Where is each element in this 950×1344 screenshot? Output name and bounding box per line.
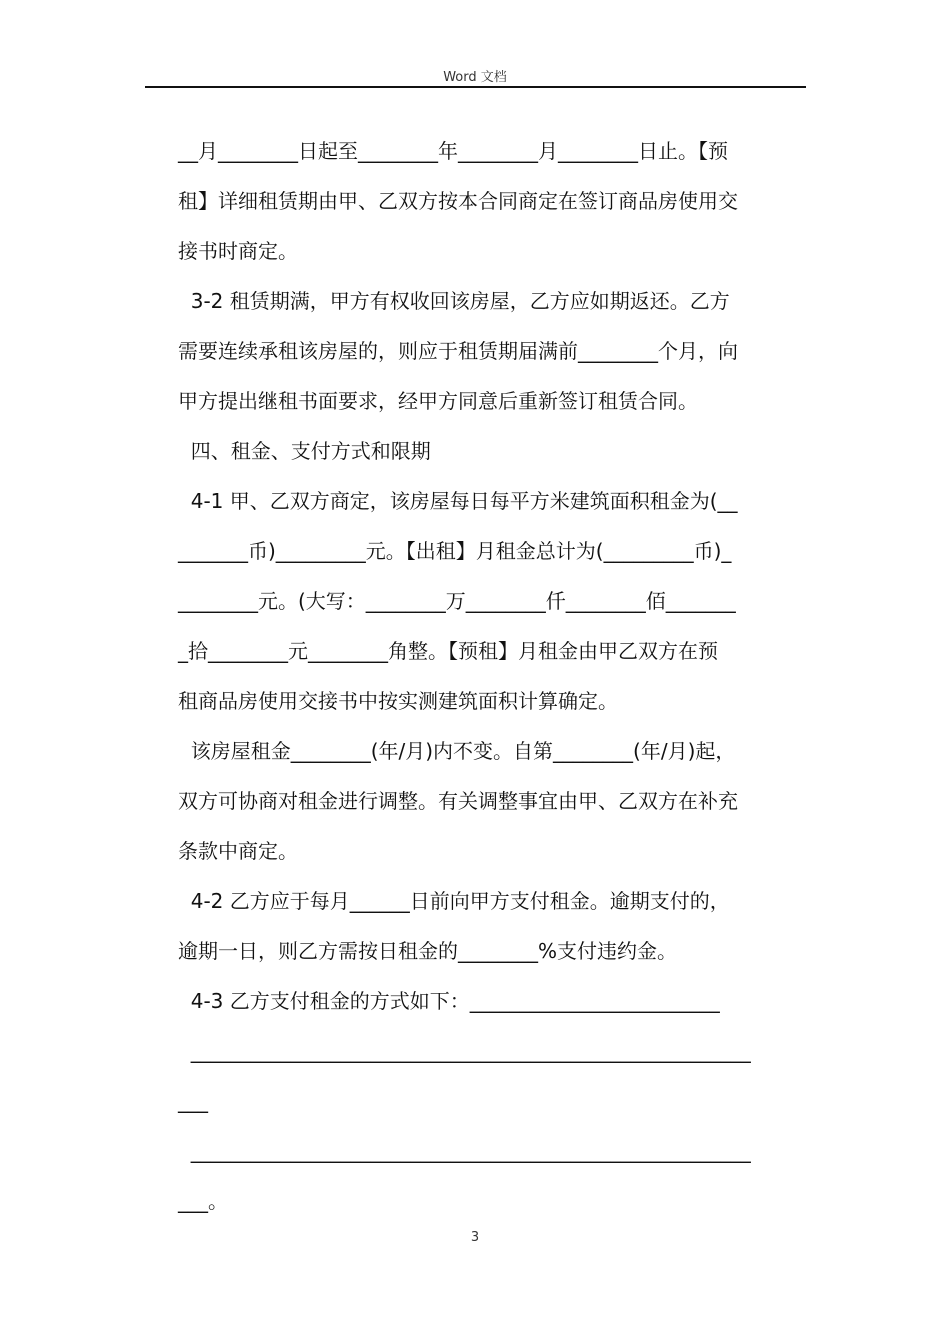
blank-fill-line: ___。 <box>178 1189 228 1213</box>
text-line: _拾________元________角整。【预租】月租金由甲乙双方在预 <box>178 639 718 663</box>
text-line: 需要连续承租该房屋的，则应于租赁期届满前________个月，向 <box>178 339 738 363</box>
text-line: 4-3 乙方支付租金的方式如下：_________________________ <box>178 989 720 1013</box>
header-divider <box>145 86 806 88</box>
text-line: 4-2 乙方应于每月______日前向甲方支付租金。逾期支付的， <box>178 889 730 913</box>
page-header-title: Word 文档 <box>443 70 507 85</box>
text-line: 租商品房使用交接书中按实测建筑面积计算确定。 <box>178 689 618 713</box>
document-body <box>178 126 806 1226</box>
blank-fill-line: ________________________________________________________ <box>178 1139 751 1163</box>
blank-fill-line: ________________________________________________________ <box>178 1039 751 1063</box>
page-number: 3 <box>470 1230 480 1245</box>
text-line: 该房屋租金________(年/月)内不变。自第________(年/月)起， <box>178 739 736 763</box>
text-line: ________元。(大写：________万________仟________佰_______ <box>178 589 736 613</box>
blank-fill-line: ___ <box>178 1089 208 1113</box>
text-line: 3-2 租赁期满，甲方有权收回该房屋，乙方应如期返还。乙方 <box>178 289 730 313</box>
text-line: 4-1 甲、乙双方商定，该房屋每日每平方米建筑面积租金为(__ <box>178 489 738 513</box>
text-line: 逾期一日，则乙方需按日租金的________%支付违约金。 <box>178 939 678 963</box>
text-line: 甲方提出继租书面要求，经甲方同意后重新签订租赁合同。 <box>178 389 698 413</box>
text-line: 接书时商定。 <box>178 239 298 263</box>
text-line: 双方可协商对租金进行调整。有关调整事宜由甲、乙双方在补充 <box>178 789 738 813</box>
section-heading: 四、租金、支付方式和限期 <box>178 439 431 463</box>
text-line: _______币)_________元。【出租】月租金总计为(_________币)_ <box>178 539 732 563</box>
text-line: __月________日起至________年________月________日止。【预 <box>178 139 728 163</box>
text-line: 条款中商定。 <box>178 839 298 863</box>
text-line: 租】详细租赁期由甲、乙双方按本合同商定在签订商品房使用交 <box>178 189 738 213</box>
